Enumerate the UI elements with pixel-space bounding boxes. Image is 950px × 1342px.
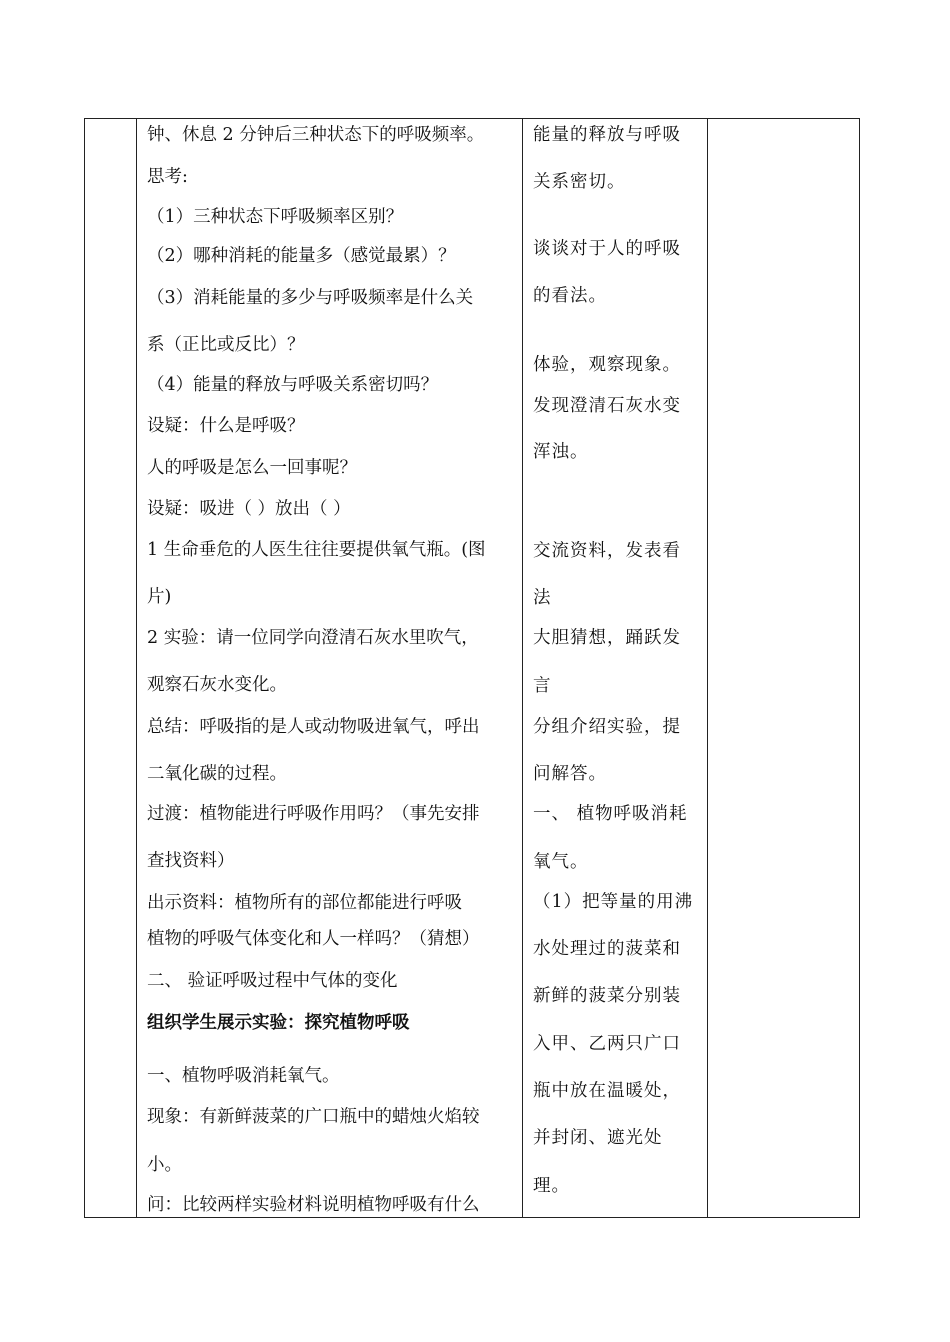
text-line: 二、 验证呼吸过程中气体的变化: [147, 971, 398, 991]
text-line: 人的呼吸是怎么一回事呢？: [147, 458, 357, 478]
text-line: 瓶中放在温暖处，: [533, 1081, 681, 1101]
text-line: 法: [533, 588, 552, 608]
column-divider-3: [707, 119, 708, 1217]
text-line: 问：比较两样实验材料说明植物呼吸有什么: [147, 1195, 480, 1215]
text-line: 言: [533, 676, 552, 696]
text-line: 设疑：什么是呼吸？: [147, 416, 305, 436]
text-line: 谈谈对于人的呼吸: [533, 239, 681, 259]
text-line: 一、植物呼吸消耗氧气。: [147, 1066, 340, 1086]
lesson-table: [84, 118, 860, 1218]
text-line: 理。: [533, 1176, 570, 1196]
text-line: 分组介绍实验，提: [533, 717, 681, 737]
text-line: （2）哪种消耗的能量多（感觉最累）？: [147, 246, 456, 266]
text-line: 总结：呼吸指的是人或动物吸进氧气，呼出: [147, 717, 480, 737]
text-line: 大胆猜想，踊跃发: [533, 628, 681, 648]
text-line: 入甲、乙两只广口: [533, 1034, 681, 1054]
text-line: 系（正比或反比）？: [147, 335, 305, 355]
text-line: 能量的释放与呼吸: [533, 125, 681, 145]
text-line: 新鲜的菠菜分别装: [533, 986, 681, 1006]
text-line: 关系密切。: [533, 172, 626, 192]
text-line: 钟、休息 2 分钟后三种状态下的呼吸频率。: [147, 125, 485, 145]
text-line: 并封闭、遮光处: [533, 1128, 663, 1148]
text-line: 交流资料，发表看: [533, 541, 681, 561]
text-line: （4）能量的释放与呼吸关系密切吗？: [147, 375, 439, 395]
text-line: 1 生命垂危的人医生往往要提供氧气瓶。(图: [147, 540, 486, 560]
text-line: 氧气。: [533, 852, 589, 872]
text-line: 过渡：植物能进行呼吸作用吗？（事先安排: [147, 804, 480, 824]
text-line: 二氧化碳的过程。: [147, 764, 287, 784]
text-line: 一、 植物呼吸消耗: [533, 804, 688, 824]
text-line: 体验，观察现象。: [533, 355, 681, 375]
text-line: 发现澄清石灰水变: [533, 396, 681, 416]
text-line: 的看法。: [533, 286, 607, 306]
text-line: 问解答。: [533, 764, 607, 784]
text-line: 设疑：吸进（ ）放出（ ）: [147, 499, 351, 519]
text-line: （1）三种状态下呼吸频率区别？: [147, 207, 404, 227]
text-line: （3）消耗能量的多少与呼吸频率是什么关: [147, 288, 474, 308]
column-divider-2: [522, 119, 523, 1217]
text-line: 思考:: [147, 167, 188, 187]
text-line: 水处理过的菠菜和: [533, 939, 681, 959]
text-line: 片): [147, 587, 172, 607]
section-heading: 组织学生展示实验：探究植物呼吸: [147, 1013, 410, 1033]
text-line: 出示资料：植物所有的部位都能进行呼吸: [147, 893, 462, 913]
text-line: 浑浊。: [533, 442, 589, 462]
text-line: 植物的呼吸气体变化和人一样吗？（猜想）: [147, 929, 480, 949]
text-line: 小。: [147, 1155, 182, 1175]
text-line: 观察石灰水变化。: [147, 675, 287, 695]
column-divider-1: [136, 119, 137, 1217]
text-line: 查找资料）: [147, 851, 235, 871]
text-line: （1）把等量的用沸: [533, 892, 694, 912]
text-line: 2 实验：请一位同学向澄清石灰水里吹气，: [147, 628, 479, 648]
text-line: 现象：有新鲜菠菜的广口瓶中的蜡烛火焰较: [147, 1107, 480, 1127]
